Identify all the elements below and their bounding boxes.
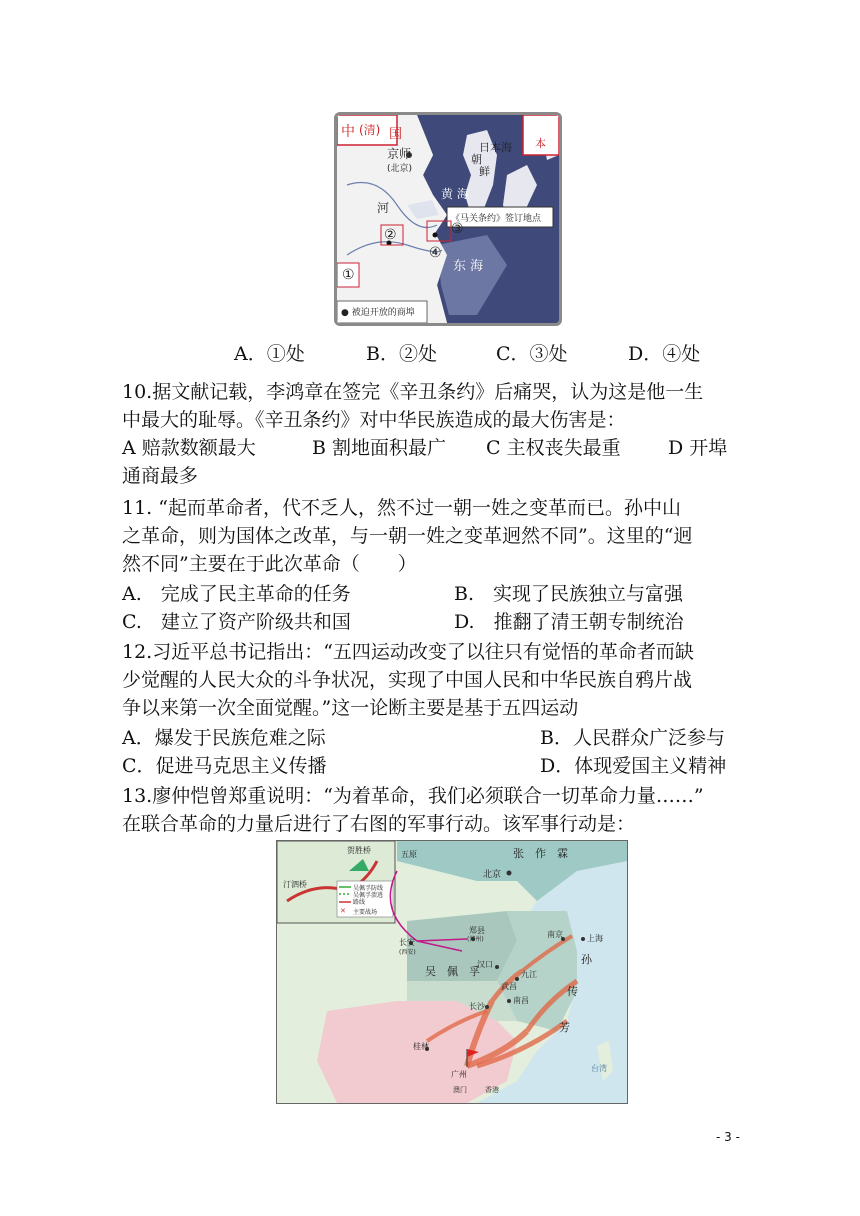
legend-wu-line: 吴佩孚防线 [353, 885, 384, 892]
map1-label-zhong: 中 [341, 124, 355, 140]
legend-wu-retreat: 吴佩孚溃逃 [353, 892, 384, 899]
q11-stem-line2: 之革命，则为国体之改革，与一朝一姓之变革迥然不同”。这里的“迥 [122, 525, 693, 547]
label-jiujiang: 九江 [521, 970, 537, 979]
label-shanghai: 上海 [587, 934, 603, 943]
label-guangzhou: 广州 [451, 1070, 467, 1079]
q10-option-b[interactable]: B 割地面积最广 [312, 437, 447, 459]
map1-label-maguan: 《马关条约》签订地点 [451, 214, 542, 224]
q12-option-a[interactable]: A．爆发于民族危难之际 [122, 727, 326, 749]
map1-label-qing: (清) [359, 123, 381, 137]
label-beijing: 北京 [483, 870, 502, 880]
label-sun: 孙 [581, 953, 592, 966]
q11-stem-line1: 11. “起而革命者，代不乏人，然不过一朝一姓之变革而已。孙中山 [122, 497, 681, 519]
label-chuan: 传 [567, 985, 578, 998]
q10-stem-line2: 中最大的耻辱。《辛丑条约》对中华民族造成的最大伤害是： [122, 409, 626, 431]
q11-option-b[interactable]: B. 实现了民族独立与富强 [454, 583, 684, 605]
map1-label-ben: 本 [535, 137, 546, 150]
q11-option-d[interactable]: D. 推翻了清王朝专制统治 [454, 611, 684, 633]
legend-battlefield: 主要战场 [353, 909, 378, 916]
q13-stem-line2: 在联合革命的力量后进行了右图的军事行动。该军事行动是： [122, 813, 636, 835]
q12-stem-line2: 少觉醒的人民大众的斗争状况，实现了中国人民和中华民族自鸦片战 [122, 669, 693, 691]
map1-label-beijing: (北京) [387, 164, 413, 174]
q9-option-c[interactable]: C．③处 [496, 343, 568, 365]
label-zhang-zuolin: 张 作 霖 [513, 847, 568, 860]
label-fang: 芳 [559, 1021, 570, 1034]
map1-label-xian: 鲜 [479, 165, 490, 178]
treaty-map [334, 112, 562, 326]
label-xianggang: 香港 [485, 1086, 499, 1094]
q10-option-a[interactable]: A 赔款数额最大 [122, 437, 256, 459]
label-wuyuan: 五原 [401, 850, 417, 859]
map1-marker-2: ② [384, 227, 397, 243]
map1-label-huanghai: 黄 海 [441, 187, 469, 201]
q12-option-b[interactable]: B．人民群众广泛参与 [540, 727, 725, 749]
q11-option-c[interactable]: C. 建立了资产阶级共和国 [122, 611, 351, 633]
label-hankou: 汉口 [477, 960, 493, 969]
map1-marker-1: ① [342, 267, 355, 283]
inset-label-tingsiqiao: 汀泗桥 [283, 880, 307, 889]
label-changan: 长安 [399, 938, 415, 947]
map1-label-jingshi: 京师 [387, 147, 412, 161]
map1-label-donghai: 东 海 [453, 259, 484, 274]
q9-option-b[interactable]: B．②处 [366, 343, 437, 365]
label-zhengxian: 郑县 [469, 926, 485, 935]
label-nanchang: 南昌 [513, 996, 529, 1005]
map1-label-riben-hai: 日本海 [479, 141, 512, 154]
svg-text:✕: ✕ [340, 907, 346, 915]
label-wu-peifu: 吴 佩 孚 [425, 965, 480, 978]
label-nanjing: 南京 [547, 930, 563, 939]
q9-option-d[interactable]: D．④处 [628, 343, 701, 365]
q10-option-d-cont: 通商最多 [122, 465, 199, 487]
q12-stem-line3: 争以来第一次全面觉醒。”这一论断主要是基于五四运动 [122, 697, 579, 719]
label-wuchang: 武昌 [501, 982, 517, 991]
map1-label-chao: 朝 [471, 153, 482, 166]
label-changsha: 长沙 [469, 1002, 485, 1011]
label-guilin: 桂林 [413, 1042, 429, 1051]
northern-expedition-map [276, 840, 628, 1104]
q12-stem-line1: 12.习近平总书记指出：“五四运动改变了以往只有觉悟的革命者而缺 [122, 641, 694, 663]
q11-stem-line3: 然不同”主要在于此次革命（ ） [122, 553, 417, 575]
label-zhengzhou: (郑州) [467, 936, 484, 943]
map1-label-he: 河 [377, 201, 390, 215]
q12-option-c[interactable]: C．促进马克思主义传播 [122, 755, 327, 777]
inset-label-heshengqiao: 贺胜桥 [347, 846, 371, 855]
q10-stem-line1: 10.据文献记载，李鸿章在签完《辛丑条约》后痛哭，认为这是他一生 [122, 381, 704, 403]
map1-legend: ● 被迫开放的商埠 [341, 308, 415, 318]
q10-option-c[interactable]: C 主权丧失最重 [486, 437, 621, 459]
q11-option-a[interactable]: A. 完成了民主革命的任务 [122, 583, 351, 605]
q13-stem-line1: 13.廖仲恺曾郑重说明：“为着革命，我们必须联合一切革命力量……” [122, 785, 704, 807]
label-aomen: 澳门 [453, 1086, 467, 1094]
label-xian: (西安) [399, 949, 416, 956]
map1-marker-4: ④ [429, 245, 442, 261]
legend-route: 路线 [353, 899, 366, 906]
map1-marker-3: ③ [451, 221, 464, 237]
map1-label-guo: 国 [389, 127, 403, 142]
label-taiwan: 台湾 [591, 1064, 607, 1073]
q12-option-d[interactable]: D．体现爱国主义精神 [540, 755, 727, 777]
q9-option-a[interactable]: A．①处 [234, 343, 305, 365]
q10-option-d[interactable]: D 开埠 [668, 437, 728, 459]
page-number: - 3 - [716, 1130, 740, 1144]
